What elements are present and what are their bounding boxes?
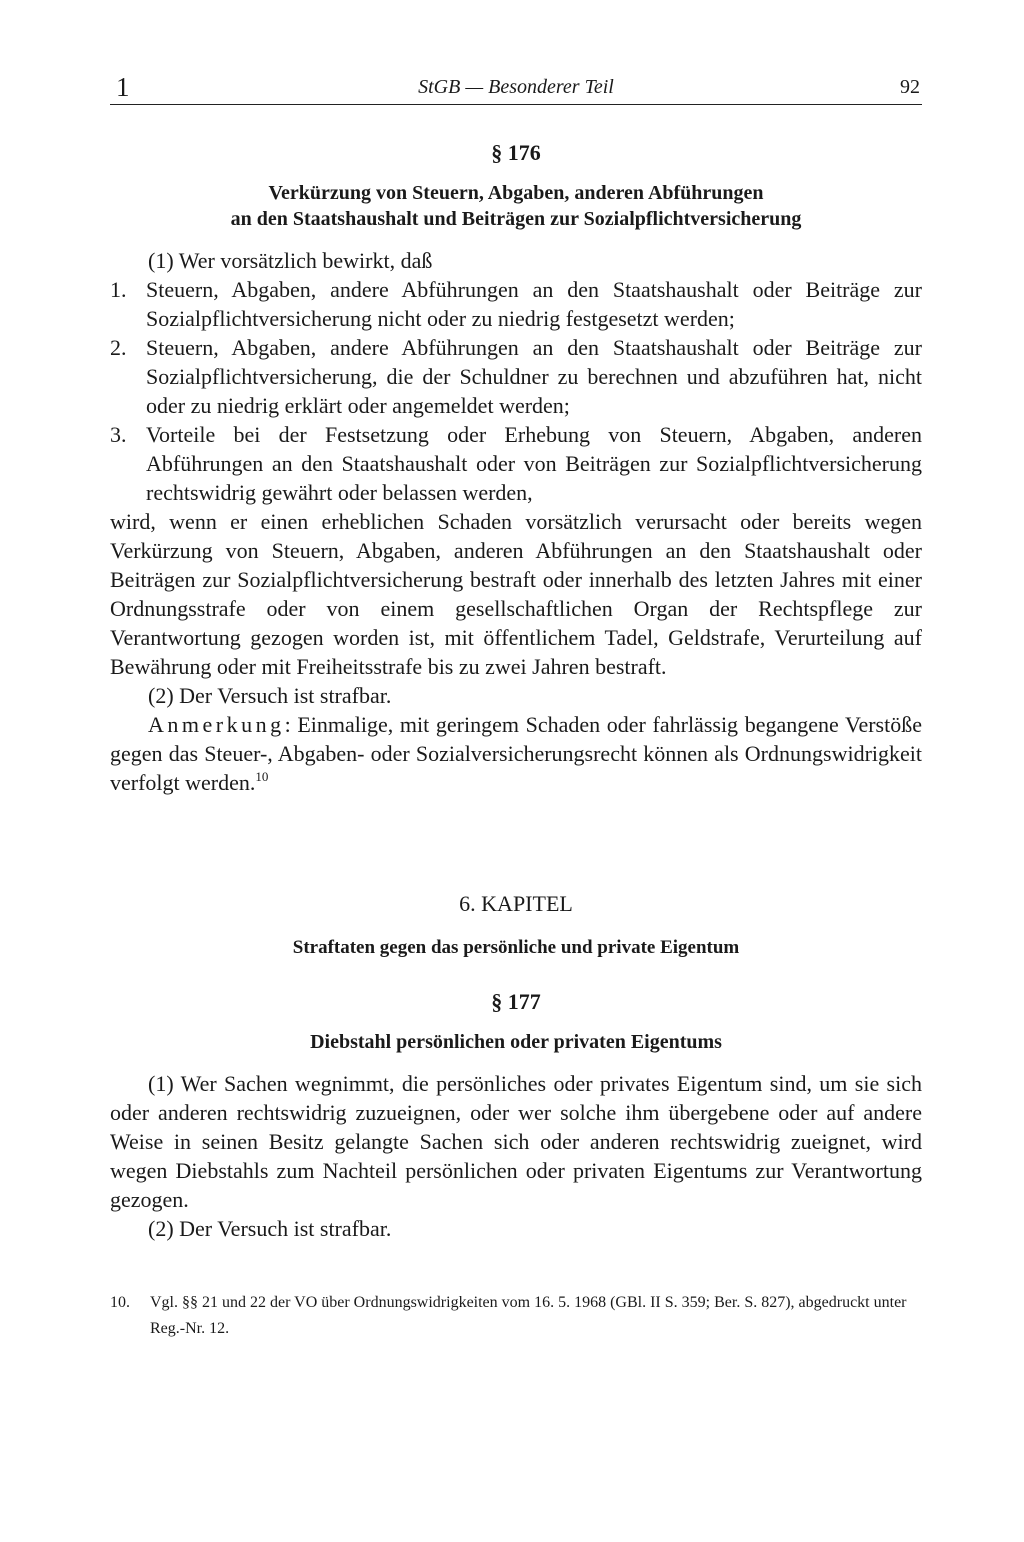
list-item <box>110 420 922 507</box>
page-number: 92 <box>900 76 920 98</box>
list-item-number: 2. <box>110 335 127 360</box>
running-title: StGB — Besonderer Teil <box>418 76 614 98</box>
section-176-consequence: wird, wenn er einen erheblichen Schaden vorsätzlich verursacht oder bereits wegen Verkürzung von Steuern, Abgaben, anderen Abführungen an den Staatshaushalt oder Beiträgen zur Sozialpflichtversicherung bestraft oder innerhalb des letzten Jahres mit einer Ordnungsstrafe oder von einem gesellschaftlichen Organ der Rechtspflege zur Verantwortung gezogen worden ist, mit öffentlichem Tadel, Geldstrafe, Verurteilung auf Bewährung oder mit Freiheitsstrafe bis zu zwei Jahren bestraft. <box>110 509 922 679</box>
footnote-number: 10. <box>110 1294 130 1311</box>
footnote-text: Vgl. §§ 21 und 22 der VO über Ordnungswidrigkeiten vom 16. 5. 1968 (GBl. II S. 359; Ber. S. 827), abgedruckt unter Reg.-Nr. 12. <box>150 1294 907 1337</box>
section-176-title <box>110 180 922 232</box>
list-item <box>110 333 922 420</box>
section-177-para1: (1) Wer Sachen wegnimmt, die persönliches oder privates Eigentum sind, um sie sich oder anderen rechtswidrig zuzueignen, oder wer solche ihm übergebene oder auf andere Weise in seinen Besitz gelangte Sachen sich oder anderen rechtswidrig zueignet, wird wegen Diebstahls zum Nachteil persönlichen oder privaten Eigentums zur Verantwortung gezogen. <box>110 1071 922 1212</box>
section-176-para2: (2) Der Versuch ist strafbar. <box>148 683 392 708</box>
chapter-number: 1 <box>116 72 130 102</box>
list-item-text: Steuern, Abgaben, andere Abführungen an den Staatshaushalt oder Beiträge zur Sozialpflichtversicherung nicht oder zu niedrig festgesetzt werden; <box>146 277 922 331</box>
footnote-reference[interactable]: 10 <box>255 769 269 784</box>
list-item-number: 3. <box>110 422 127 447</box>
note-label: Anmerkung <box>148 712 285 737</box>
chapter-heading: 6. KAPITEL <box>459 891 573 916</box>
section-176-note <box>110 710 922 797</box>
list-item-number: 1. <box>110 277 127 302</box>
section-177-para2: (2) Der Versuch ist strafbar. <box>148 1216 392 1241</box>
section-177-title: Diebstahl persönlichen oder privaten Eigentums <box>310 1031 722 1053</box>
list-item-text: Vorteile bei der Festsetzung oder Erhebung von Steuern, Abgaben, anderen Abführungen an den Staatshaushalt oder von Beiträgen zur Sozialpflichtversicherung rechtswidrig gewährt oder belassen werden, <box>146 422 922 505</box>
section-176-number: § 176 <box>491 140 541 165</box>
chapter-title: Straftaten gegen das persönliche und private Eigentum <box>292 937 740 958</box>
section-176-title-line1: Verkürzung von Steuern, Abgaben, anderen Abführungen <box>268 182 764 204</box>
section-177-number: § 177 <box>491 989 541 1014</box>
running-header <box>110 70 922 106</box>
section-176-para1-intro: (1) Wer vorsätzlich bewirkt, daß <box>148 248 433 273</box>
section-176-title-line2: an den Staatshaushalt und Beiträgen zur Sozialpflichtversicherung <box>230 208 802 230</box>
header-rule <box>110 104 922 105</box>
footnote <box>110 1290 922 1342</box>
list-item <box>110 275 922 333</box>
page-content <box>110 140 922 1243</box>
note-text: : Einmalige, mit geringem Schaden oder fahrlässig begangene Verstöße gegen das Steuer-, Abgaben- oder Sozialversicherungsrecht können als Ordnungswidrigkeit verfolgt werden. <box>110 712 922 795</box>
list-item-text: Steuern, Abgaben, andere Abführungen an den Staatshaushalt oder Beiträge zur Sozialpflichtversicherung, die der Schuldner zu berechnen und abzuführen hat, nicht oder zu niedrig erklärt oder angemeldet werden; <box>146 335 922 418</box>
